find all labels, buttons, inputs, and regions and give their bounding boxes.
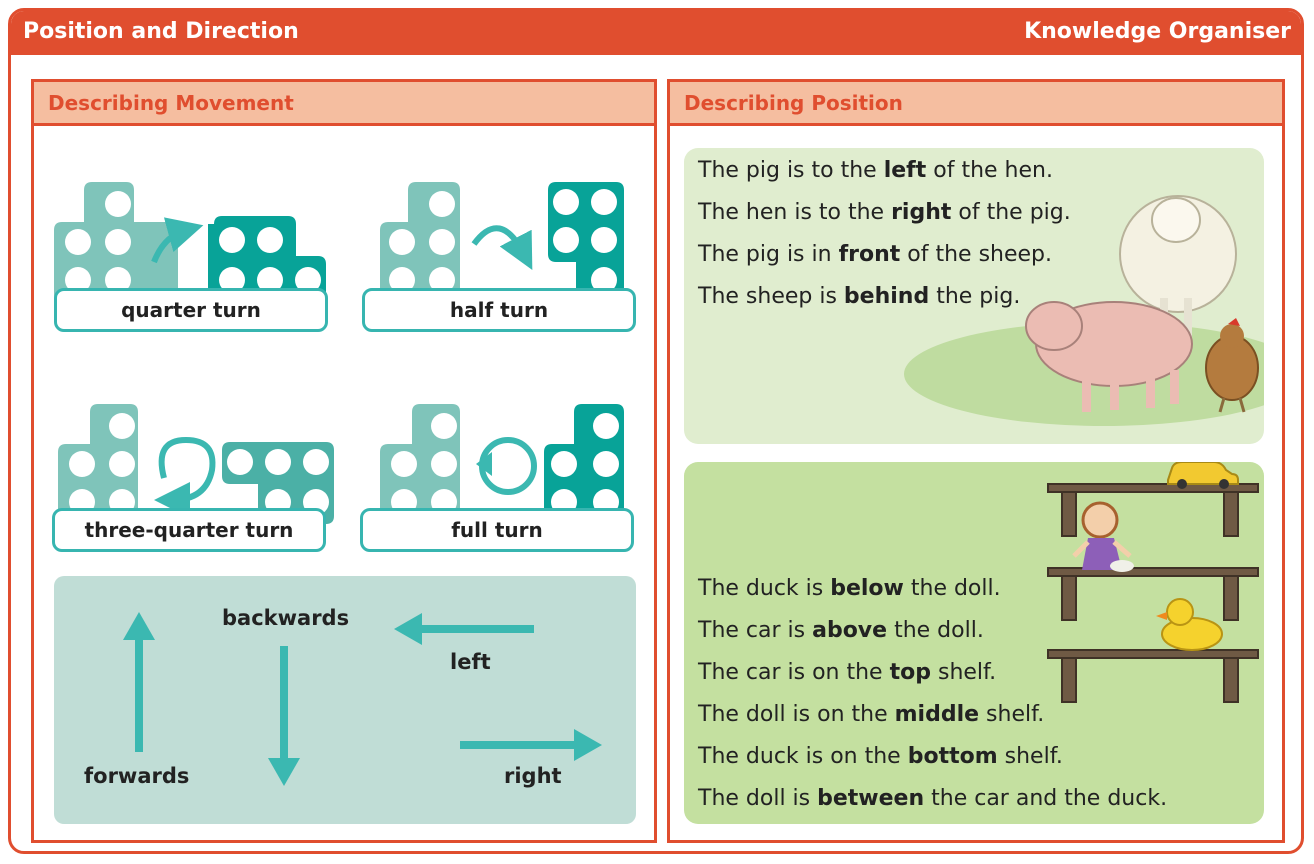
three-quarter-turn-illustration xyxy=(58,404,334,524)
shelf-line: The duck is below the doll. xyxy=(698,576,1001,601)
quarter-turn-label: quarter turn xyxy=(54,288,328,332)
backwards-arrow xyxy=(280,646,288,760)
position-panel-header xyxy=(670,82,1282,126)
left-label: left xyxy=(450,650,491,674)
farm-line: The hen is to the right of the pig. xyxy=(698,200,1071,225)
position-panel xyxy=(667,79,1285,843)
knowledge-organiser xyxy=(8,8,1304,854)
page-subtitle: Knowledge Organiser xyxy=(1024,19,1291,44)
title-bar xyxy=(11,11,1301,55)
left-arrow xyxy=(420,625,534,633)
forwards-arrow xyxy=(135,638,143,752)
movement-title: Describing Movement xyxy=(48,91,294,115)
forwards-label: forwards xyxy=(84,764,190,788)
half-turn-illustration xyxy=(380,182,624,302)
directions-area xyxy=(54,576,636,824)
three-quarter-turn-label: three-quarter turn xyxy=(52,508,326,552)
direction-arrow-icon xyxy=(268,758,300,786)
shelf-scene xyxy=(684,462,1264,824)
duck-icon xyxy=(1156,599,1222,650)
position-title: Describing Position xyxy=(684,91,903,115)
full-turn-label: full turn xyxy=(360,508,634,552)
full-turn-illustration xyxy=(380,404,624,524)
farm-line: The pig is in front of the sheep. xyxy=(698,242,1053,267)
shelf-line: The doll is on the middle shelf. xyxy=(698,702,1045,727)
shelf-illustration xyxy=(684,462,1264,824)
half-turn-label: half turn xyxy=(362,288,636,332)
right-arrow xyxy=(460,741,576,749)
farm-line: The sheep is behind the pig. xyxy=(698,284,1021,309)
shelf-line: The car is above the doll. xyxy=(698,618,984,643)
backwards-label: backwards xyxy=(222,606,350,630)
direction-arrow-icon xyxy=(394,613,422,645)
farm-scene xyxy=(684,148,1264,444)
direction-arrow-icon xyxy=(123,612,155,640)
right-label: right xyxy=(504,764,562,788)
quarter-turn-illustration xyxy=(54,182,326,302)
shelf-icon xyxy=(1048,484,1258,702)
rotate-arrow-icon xyxy=(162,440,213,500)
page-title: Position and Direction xyxy=(23,19,299,44)
doll-icon xyxy=(1074,503,1134,572)
shelf-line: The car is on the top shelf. xyxy=(698,660,997,685)
car-icon xyxy=(1168,462,1238,489)
direction-arrow-icon xyxy=(574,729,602,761)
farm-line: The pig is to the left of the hen. xyxy=(698,158,1053,183)
movement-panel-header xyxy=(34,82,654,126)
shelf-line: The doll is between the car and the duck. xyxy=(698,786,1168,811)
movement-panel xyxy=(31,79,657,843)
rotate-arrow-icon xyxy=(474,228,524,254)
shelf-line: The duck is on the bottom shelf. xyxy=(698,744,1063,769)
